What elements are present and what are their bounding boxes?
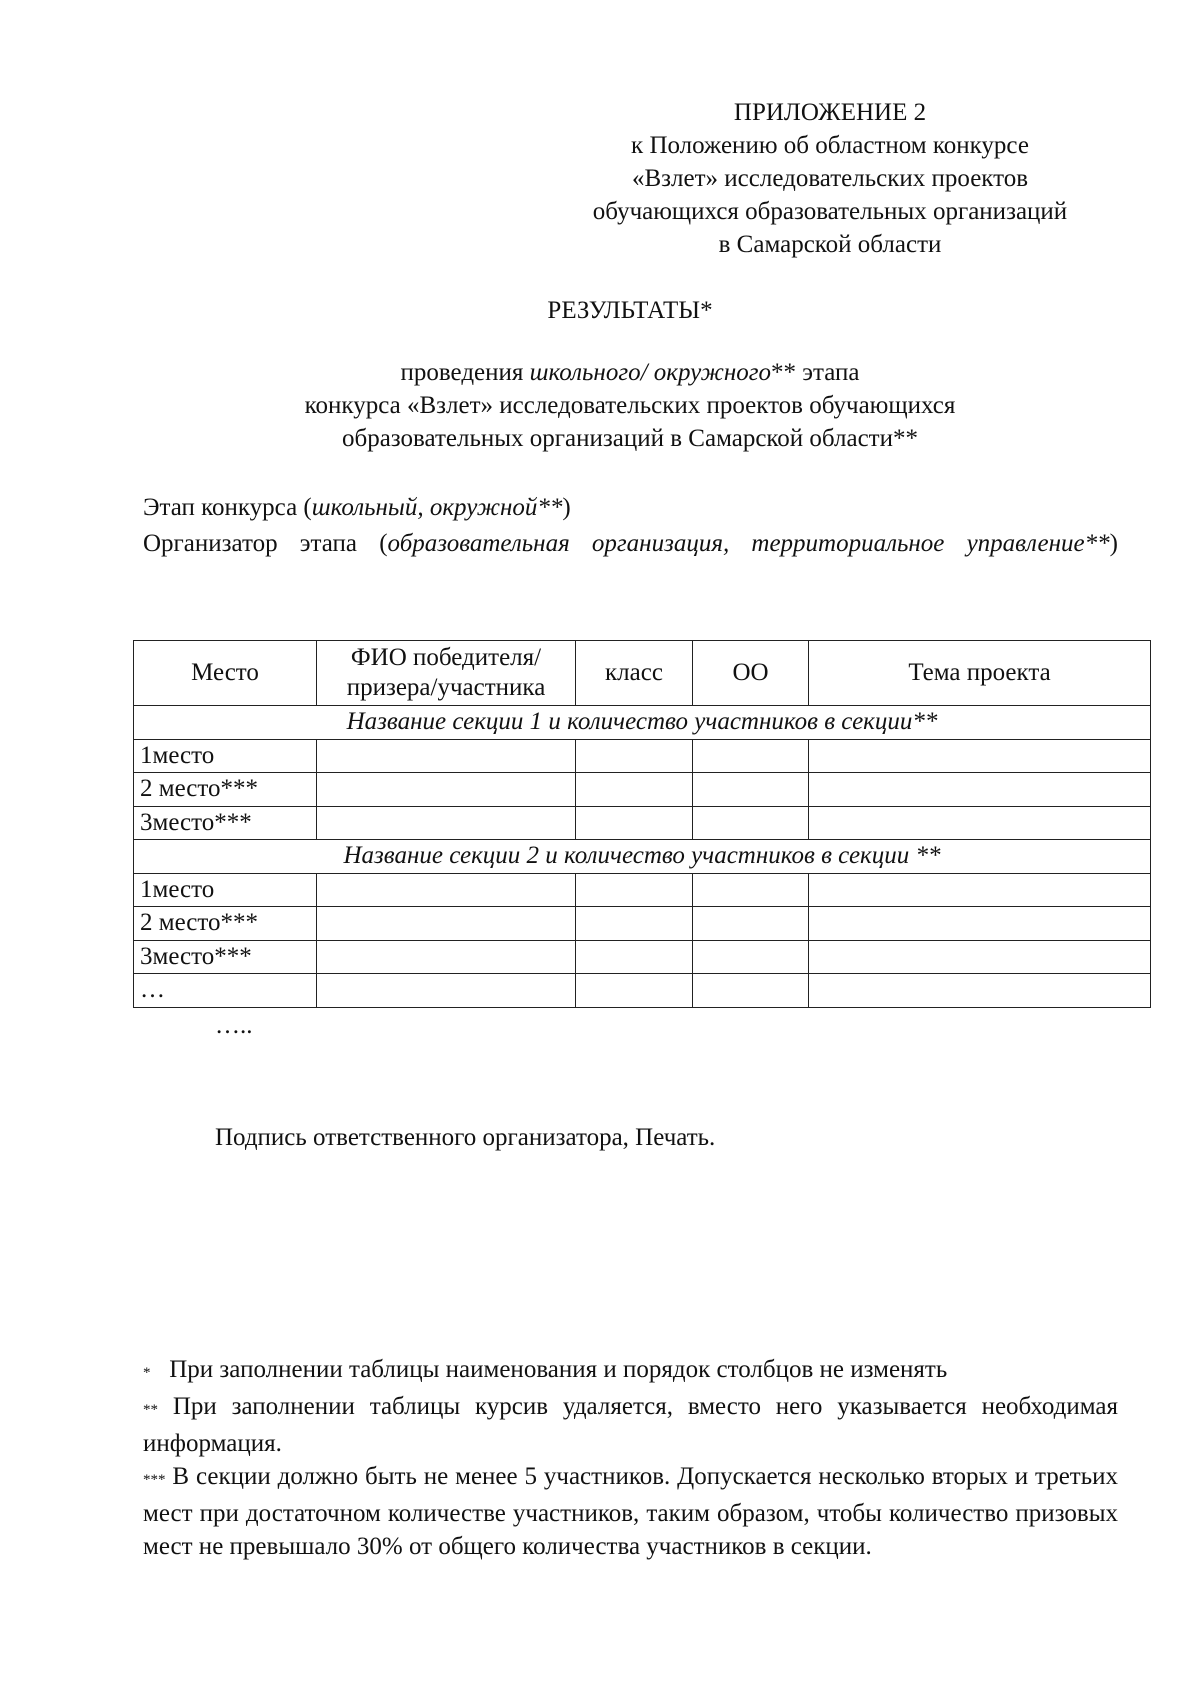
- section-row: [134, 840, 1151, 874]
- footnotes: [143, 1353, 1118, 1563]
- document-title: РЕЗУЛЬТАТЫ*: [547, 297, 713, 324]
- place-cell: 1место: [134, 873, 317, 907]
- org-cell[interactable]: [693, 940, 809, 974]
- organizer-italic: образовательная организация, территориальное управление**: [387, 530, 1110, 557]
- footnote-text: При заполнении таблицы курсив удаляется, вместо него указывается необходимая информация.: [143, 1393, 1118, 1457]
- footnote-marker: *: [143, 1365, 151, 1381]
- footnote-text: В секции должно быть не менее 5 участников. Допускается несколько вторых и третьих мест при достаточном количестве участников, таким образом, чтобы количество призовых мест не превышало 30% от общего количества участников в секции.: [143, 1463, 1119, 1560]
- subtitle-italic: школьного/ окружного: [529, 359, 772, 386]
- place-cell: 2 место***: [134, 907, 317, 941]
- appendix-line: обучающихся образовательных организаций: [592, 198, 1068, 225]
- place-cell: 3место***: [134, 940, 317, 974]
- org-cell[interactable]: [693, 873, 809, 907]
- topic-cell[interactable]: [809, 907, 1151, 941]
- org-cell[interactable]: [693, 806, 809, 840]
- subtitle-line-2: конкурса «Взлет» исследовательских проектов обучающихся: [304, 392, 956, 419]
- table-row: [134, 873, 1151, 907]
- name-cell[interactable]: [317, 739, 576, 773]
- footnote: [143, 1390, 1118, 1460]
- org-cell[interactable]: [693, 739, 809, 773]
- results-table: [133, 640, 1151, 1008]
- column-header-topic: Тема проекта: [809, 641, 1151, 706]
- footnote: [143, 1353, 1118, 1390]
- column-header-org: ОО: [693, 641, 809, 706]
- org-cell[interactable]: [693, 974, 809, 1008]
- table-row: [134, 806, 1151, 840]
- class-cell[interactable]: [576, 739, 693, 773]
- subtitle-line-3: образовательных организаций в Самарской области**: [341, 425, 918, 452]
- class-cell[interactable]: [576, 873, 693, 907]
- class-cell[interactable]: [576, 773, 693, 807]
- class-cell[interactable]: [576, 940, 693, 974]
- stage-italic: школьный, окружной**: [311, 494, 563, 521]
- table-row: [134, 773, 1151, 807]
- document-subtitle: [0, 356, 1200, 455]
- name-cell[interactable]: [317, 873, 576, 907]
- topic-cell[interactable]: [809, 773, 1151, 807]
- table-row: [134, 974, 1151, 1008]
- footnote-text: При заполнении таблицы наименования и порядок столбцов не изменять: [169, 1356, 948, 1383]
- name-cell[interactable]: [317, 974, 576, 1008]
- subtitle-suffix: ** этапа: [771, 359, 860, 386]
- class-cell[interactable]: [576, 974, 693, 1008]
- topic-cell[interactable]: [809, 940, 1151, 974]
- footnote: [143, 1460, 1118, 1563]
- name-cell[interactable]: [317, 806, 576, 840]
- organizer-close: ): [1109, 530, 1118, 557]
- place-cell: 3место***: [134, 806, 317, 840]
- section-title: Название секции 1 и количество участников в секции**: [134, 706, 1151, 740]
- table-row: [134, 907, 1151, 941]
- stage-close: ): [562, 494, 571, 521]
- organizer-line: [143, 526, 1118, 562]
- organizer-label: Организатор этапа (: [143, 530, 388, 557]
- section-row: [134, 706, 1151, 740]
- topic-cell[interactable]: [809, 806, 1151, 840]
- place-cell: 1место: [134, 739, 317, 773]
- footnote-marker: **: [143, 1402, 158, 1418]
- table-row: [134, 739, 1151, 773]
- topic-cell[interactable]: [809, 974, 1151, 1008]
- stage-line: [143, 490, 1118, 526]
- column-header-name: ФИО победителя/ призера/участника: [317, 641, 576, 706]
- continuation-dots: …..: [215, 1012, 253, 1039]
- place-cell: …: [134, 974, 317, 1008]
- subtitle-line-1: [0, 356, 1200, 389]
- topic-cell[interactable]: [809, 739, 1151, 773]
- class-cell[interactable]: [576, 907, 693, 941]
- class-cell[interactable]: [576, 806, 693, 840]
- table-header-row: [134, 641, 1151, 706]
- appendix-title: ПРИЛОЖЕНИЕ 2: [733, 99, 927, 126]
- appendix-header: [560, 96, 1100, 261]
- appendix-line: «Взлет» исследовательских проектов: [631, 165, 1029, 192]
- stage-info: [143, 490, 1118, 562]
- table-row: [134, 940, 1151, 974]
- section-title: Название секции 2 и количество участников в секции **: [134, 840, 1151, 874]
- org-cell[interactable]: [693, 773, 809, 807]
- column-header-place: Место: [134, 641, 317, 706]
- appendix-line: к Положению об областном конкурсе: [631, 132, 1029, 159]
- name-cell[interactable]: [317, 907, 576, 941]
- name-cell[interactable]: [317, 940, 576, 974]
- column-header-class: класс: [576, 641, 693, 706]
- name-cell[interactable]: [317, 773, 576, 807]
- subtitle-prefix: проведения: [400, 359, 530, 386]
- footnote-marker: ***: [143, 1472, 166, 1488]
- topic-cell[interactable]: [809, 873, 1151, 907]
- signature-line: Подпись ответственного организатора, Печать.: [215, 1124, 716, 1151]
- stage-label: Этап конкурса (: [143, 494, 312, 521]
- org-cell[interactable]: [693, 907, 809, 941]
- appendix-line: в Самарской области: [718, 231, 942, 258]
- place-cell: 2 место***: [134, 773, 317, 807]
